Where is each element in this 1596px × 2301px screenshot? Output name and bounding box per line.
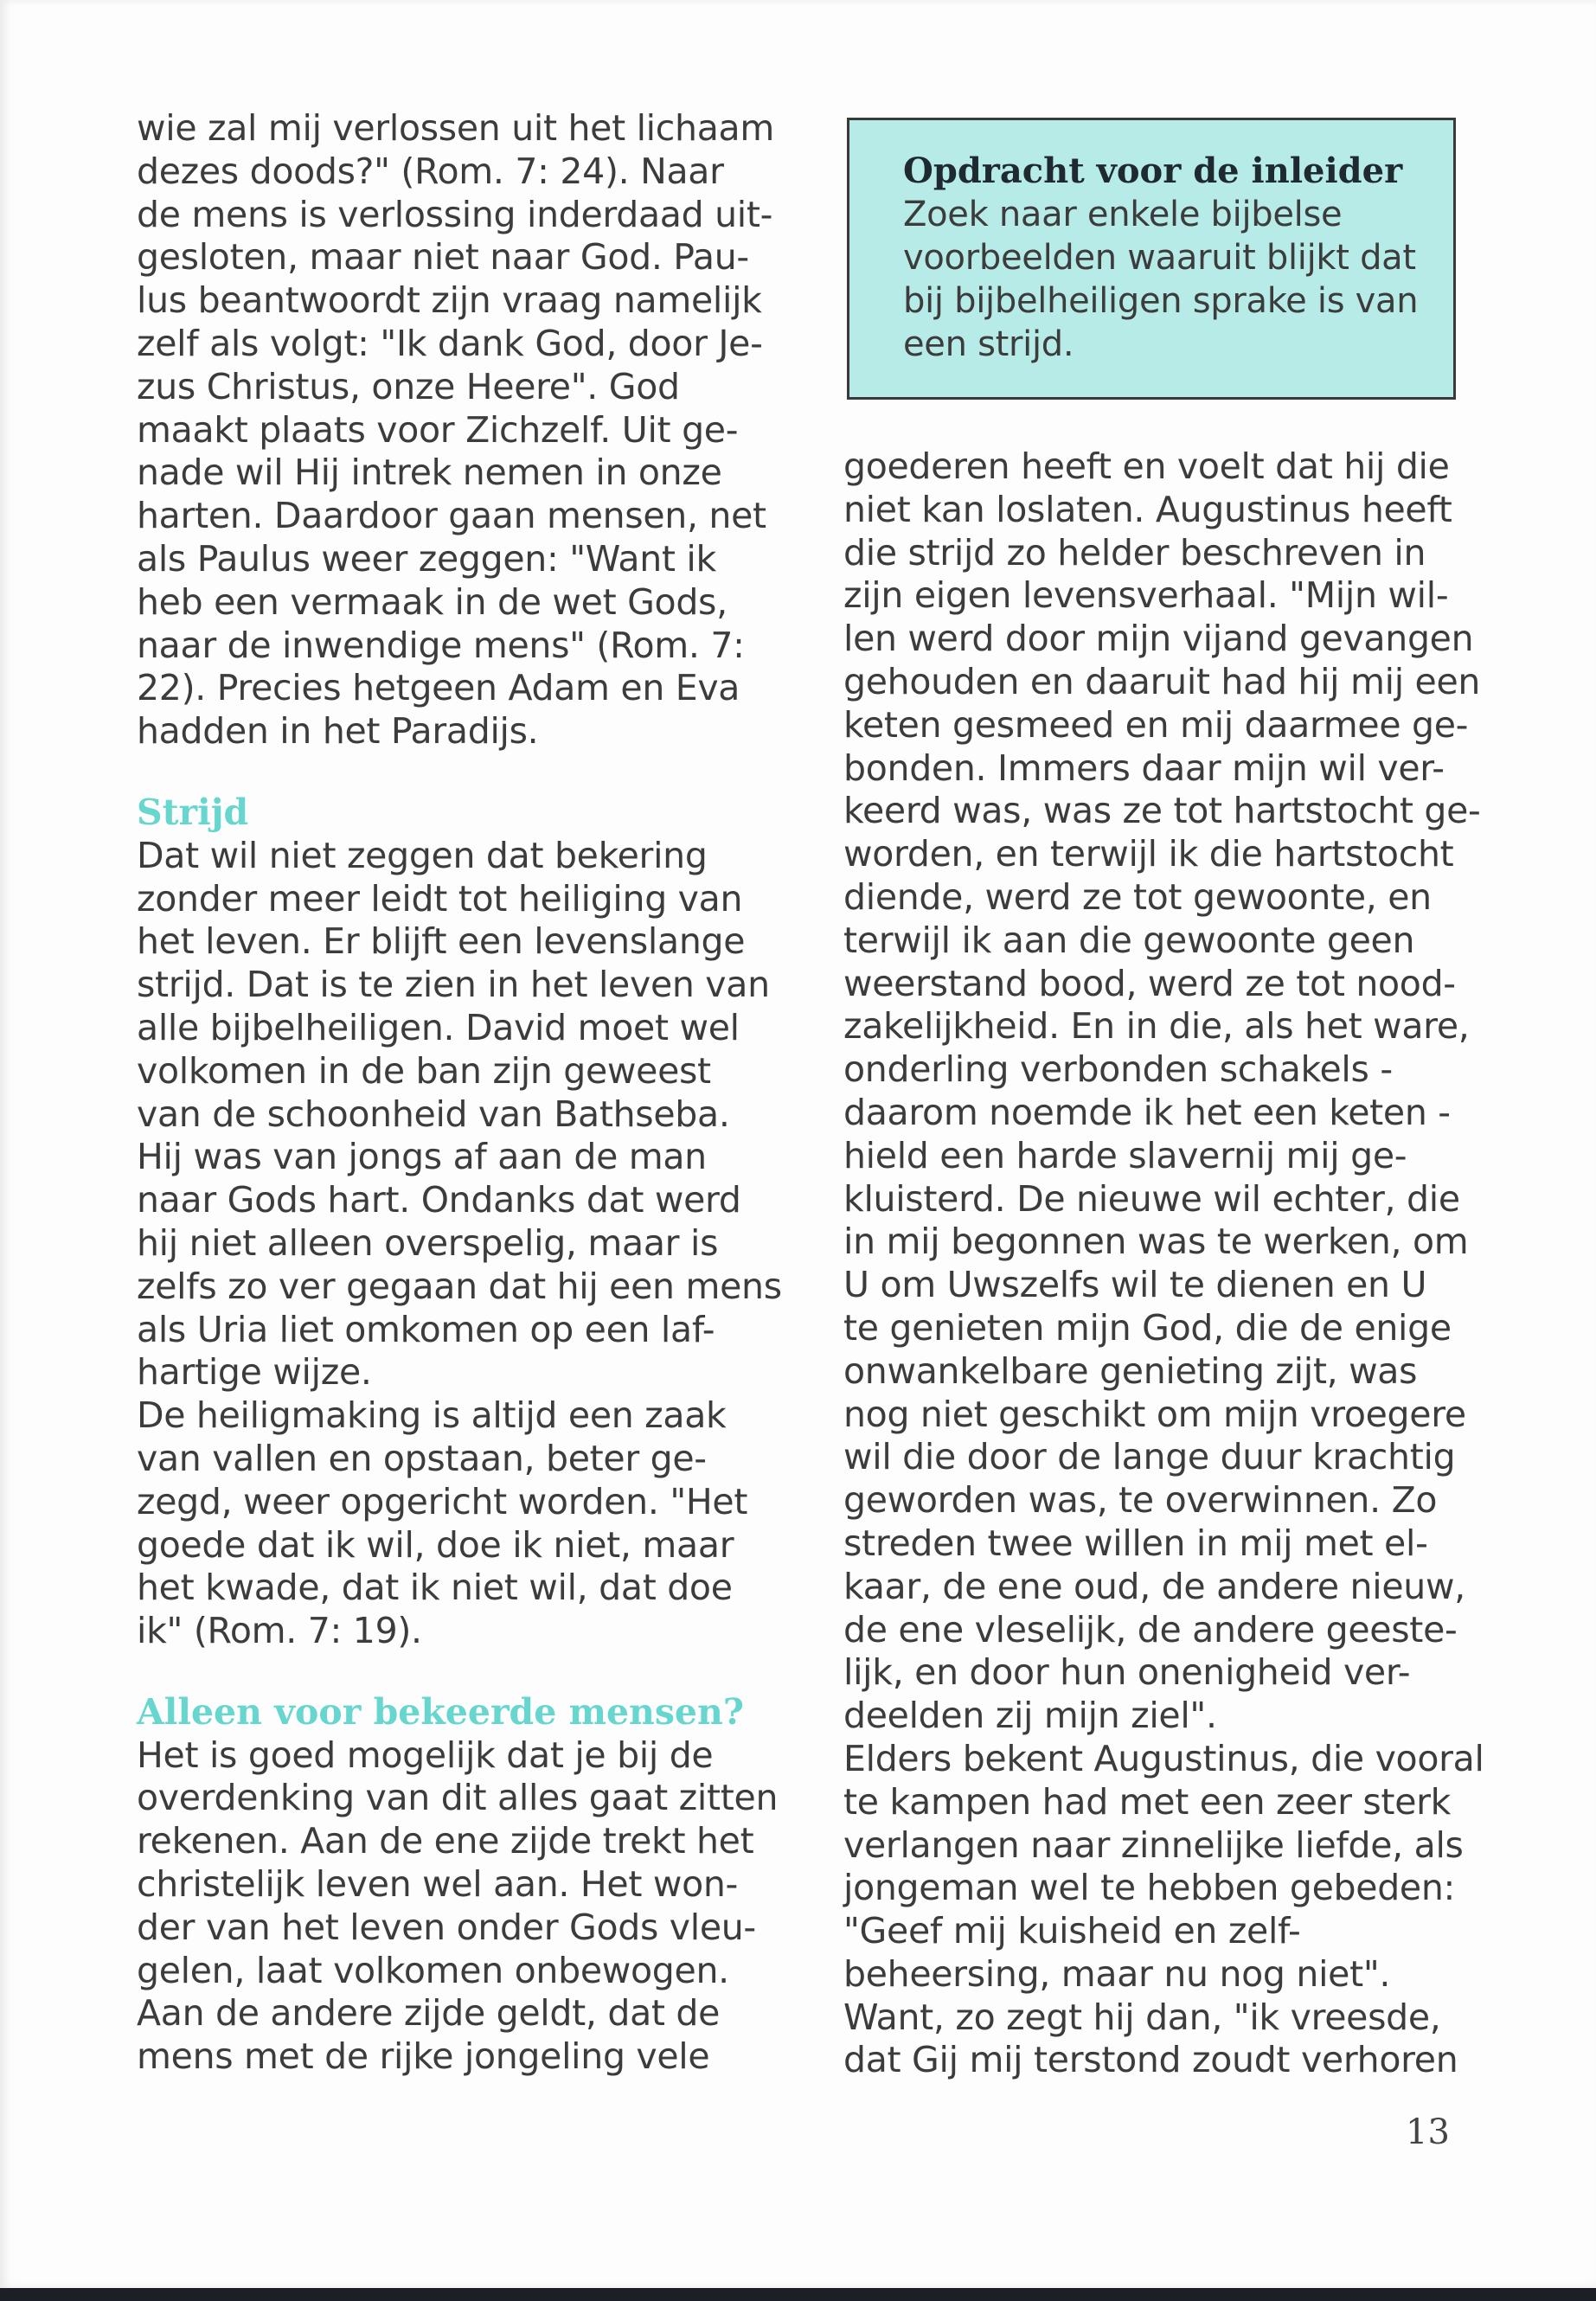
text-line: christelijk leven wel aan. Het won- [137, 1863, 739, 1906]
text-line: bonden. Immers daar mijn wil ver- [843, 747, 1445, 789]
text-line: dezes doods?" (Rom. 7: 24). Naar [137, 150, 724, 192]
text-line: kaar, de ene oud, de andere nieuw, [843, 1565, 1465, 1607]
text-line: jongeman wel te hebben gebeden: [843, 1867, 1456, 1909]
text-line: het kwade, dat ik niet wil, dat doe [137, 1567, 733, 1609]
text-line: onderling verbonden schakels - [843, 1048, 1393, 1091]
right-column [843, 445, 1518, 2082]
text-line: Aan de andere zijde geldt, dat de [137, 1992, 721, 2035]
text-line: Dat wil niet zeggen dat bekering [137, 834, 708, 876]
text-line: diende, werd ze tot gewoonte, en [843, 875, 1432, 918]
assignment-line: voorbeelden waaruit blijkt dat [903, 238, 1416, 278]
text-line: geworden was, te overwinnen. Zo [843, 1479, 1438, 1522]
text-line: zonder meer leidt tot heiliging van [137, 877, 743, 920]
text-line: wil die door de lange duur krachtig [843, 1436, 1456, 1478]
text-line: Elders bekent Augustinus, die vooral [843, 1737, 1484, 1779]
text-line: maakt plaats voor Zichzelf. Uit ge- [137, 408, 739, 451]
text-line: de ene vleselijk, de andere geeste- [843, 1608, 1458, 1650]
text-line: die strijd zo helder beschreven in [843, 531, 1426, 574]
text-line: daarom noemde ik het een keten - [843, 1091, 1451, 1133]
text-line: der van het leven onder Gods vleu- [137, 1906, 756, 1948]
text-line: De heiligmaking is altijd een zaak [137, 1394, 727, 1437]
text-line: volkomen in de ban zijn geweest [137, 1049, 711, 1092]
paragraph-strijd [137, 835, 811, 1653]
text-line: naar de inwendige mens" (Rom. 7: [137, 624, 745, 666]
text-line: niet kan loslaten. Augustinus heeft [843, 488, 1452, 530]
assignment-title: Opdracht voor de inleider [903, 151, 1403, 191]
text-line: onwankelbare genieting zijt, was [843, 1349, 1418, 1392]
text-line: gehouden en daaruit had hij mij een [843, 660, 1481, 702]
text-line: strijd. Dat is te zien in het leven van [137, 964, 770, 1006]
text-line: te genieten mijn God, die de enige [843, 1306, 1452, 1349]
text-line: verlangen naar zinnelijke liefde, als [843, 1823, 1464, 1866]
text-line: beheersing, maar nu nog niet". [843, 1952, 1391, 1995]
text-line: weerstand bood, werd ze tot nood- [843, 962, 1456, 1004]
text-line: goede dat ik wil, doe ik niet, maar [137, 1523, 734, 1566]
text-line: hield een harde slavernij mij ge- [843, 1134, 1407, 1176]
text-line: dat Gij mij terstond zoudt verhoren [843, 2039, 1458, 2081]
text-line: keten gesmeed en mij daarmee ge- [843, 703, 1469, 746]
text-line: nog niet geschikt om mijn vroegere [843, 1393, 1466, 1435]
text-line: len werd door mijn vijand gevangen [843, 618, 1474, 660]
text-line: te kampen had met een zeer sterk [843, 1780, 1452, 1823]
text-line: lijk, en door hun onenigheid ver- [843, 1651, 1411, 1694]
text-line: naar Gods hart. Ondanks dat werd [137, 1179, 741, 1221]
text-line: hadden in het Paradijs. [137, 710, 539, 753]
text-line: hartige wijze. [137, 1351, 372, 1394]
text-line: het leven. Er blijft een levenslange [137, 920, 746, 963]
text-line: overdenking van dit alles gaat zitten [137, 1777, 779, 1819]
text-line: kluisterd. De nieuwe wil echter, die [843, 1177, 1460, 1220]
text-line: U om Uwszelfs wil te dienen en U [843, 1264, 1427, 1306]
text-line: in mij begonnen was te werken, om [843, 1221, 1469, 1263]
text-line: nade wil Hij intrek nemen in onze [137, 452, 722, 494]
text-line: deelden zij mijn ziel". [843, 1695, 1217, 1737]
text-line: terwijl ik aan die gewoonte geen [843, 919, 1415, 961]
text-line: "Geef mij kuisheid en zelf- [843, 1910, 1301, 1952]
text-line: 22). Precies hetgeen Adam en Eva [137, 667, 740, 709]
text-line: zijn eigen levensverhaal. "Mijn wil- [843, 574, 1449, 617]
page-bottom-edge [0, 2288, 1596, 2301]
text-line: de mens is verlossing inderdaad uit- [137, 193, 773, 235]
paragraph-intro [137, 107, 811, 753]
text-line: rekenen. Aan de ene zijde trekt het [137, 1820, 754, 1862]
paragraph-alleen [137, 1734, 811, 2079]
text-line: harten. Daardoor gaan mensen, net [137, 495, 766, 537]
assignment-box [847, 118, 1456, 400]
text-line: lus beantwoordt zijn vraag namelijk [137, 279, 762, 322]
left-column [137, 107, 811, 2079]
text-line: als Uria liet omkomen op een laf- [137, 1308, 715, 1350]
text-line: Hij was van jongs af aan de man [137, 1136, 707, 1178]
text-line: Want, zo zegt hij dan, "ik vreesde, [843, 1996, 1441, 2038]
text-line: heb een vermaak in de wet Gods, [137, 580, 727, 623]
text-line: ik" (Rom. 7: 19). [137, 1610, 422, 1652]
text-line: als Paulus weer zeggen: "Want ik [137, 537, 716, 580]
assignment-line: een strijd. [903, 324, 1074, 364]
text-line: worden, en terwijl ik die hartstocht [843, 833, 1454, 875]
text-line: gelen, laat volkomen onbewogen. [137, 1949, 729, 1991]
text-line: zelfs zo ver gegaan dat hij een mens [137, 1265, 782, 1307]
assignment-line: Zoek naar enkele bijbelse [903, 195, 1343, 234]
text-line: wie zal mij verlossen uit het lichaam [137, 107, 774, 149]
text-line: gesloten, maar niet naar God. Pau- [137, 236, 749, 279]
text-line: hij niet alleen overspelig, maar is [137, 1221, 719, 1264]
assignment-line: bij bijbelheiligen sprake is van [903, 281, 1419, 321]
text-line: alle bijbelheiligen. David moet wel [137, 1006, 740, 1048]
page-number: 13 [1406, 2112, 1450, 2152]
text-line: zelf als volgt: "Ik dank God, door Je- [137, 322, 763, 364]
section-heading-alleen-voor-bekeerde-mensen: Alleen voor bekeerde mensen? [137, 1690, 744, 1733]
text-line: goederen heeft en voelt dat hij die [843, 445, 1450, 487]
text-line: zegd, weer opgericht worden. "Het [137, 1480, 748, 1522]
text-line: streden twee willen in mij met el- [843, 1522, 1428, 1564]
text-line: van de schoonheid van Bathseba. [137, 1093, 730, 1135]
section-heading-strijd: Strijd [137, 791, 249, 833]
text-line: van vallen en opstaan, beter ge- [137, 1437, 707, 1479]
text-line: zus Christus, onze Heere". God [137, 365, 680, 407]
text-line: Het is goed mogelijk dat je bij de [137, 1734, 714, 1776]
text-line: mens met de rijke jongeling vele [137, 2035, 710, 2078]
text-line: zakelijkheid. En in die, als het ware, [843, 1005, 1470, 1048]
text-line: keerd was, was ze tot hartstocht ge- [843, 790, 1481, 832]
